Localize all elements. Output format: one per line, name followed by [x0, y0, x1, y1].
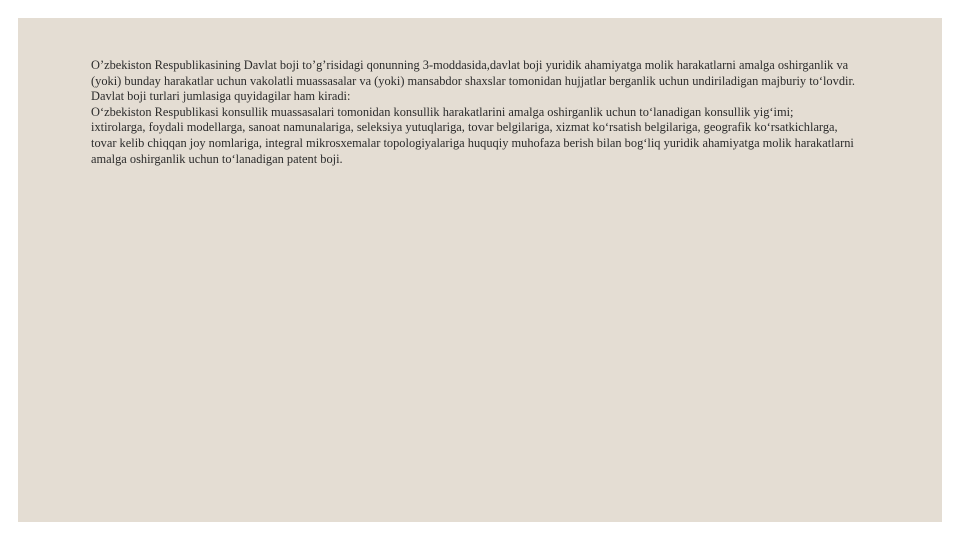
paragraph-definition: O’zbekiston Respublikasining Davlat boji to’g’risidagi qonunning 3-moddasida,davlat boji yuridik ahamiyatga molik harakatlarni amalga oshirganlik va (yoki) bunday harakatlar uchun vakolatli muassasalar va (yoki) mansabdor shaxslar tomonidan hujjatlar berganlik uchun undiriladigan majburiy to‘lovdir.	[91, 58, 856, 88]
text-body	[91, 58, 861, 167]
paragraph-consular-fee: O‘zbekiston Respublikasi konsullik muassasalari tomonidan konsullik harakatlarini amalga oshirganlik uchun to‘lanadigan konsullik yig‘imi;	[91, 104, 794, 119]
slide-background	[18, 18, 942, 522]
paragraph-types-intro: Davlat boji turlari jumlasiga quyidagilar ham kiradi:	[91, 89, 351, 104]
paragraph-patent-fee: ixtirolarga, foydali modellarga, sanoat namunalariga, seleksiya yutuqlariga, tovar belgilariga, xizmat ko‘rsatish belgilariga, geografik ko‘rsatkichlarga, tovar kelib chiqqan joy nomlariga, integral mikrosxemalar topologiyalariga huquqiy muhofaza berish bilan bog‘liq yuridik ahamiyatga molik harakatlarni amalga oshirganlik uchun to‘lanadigan patent boji.	[91, 120, 854, 166]
